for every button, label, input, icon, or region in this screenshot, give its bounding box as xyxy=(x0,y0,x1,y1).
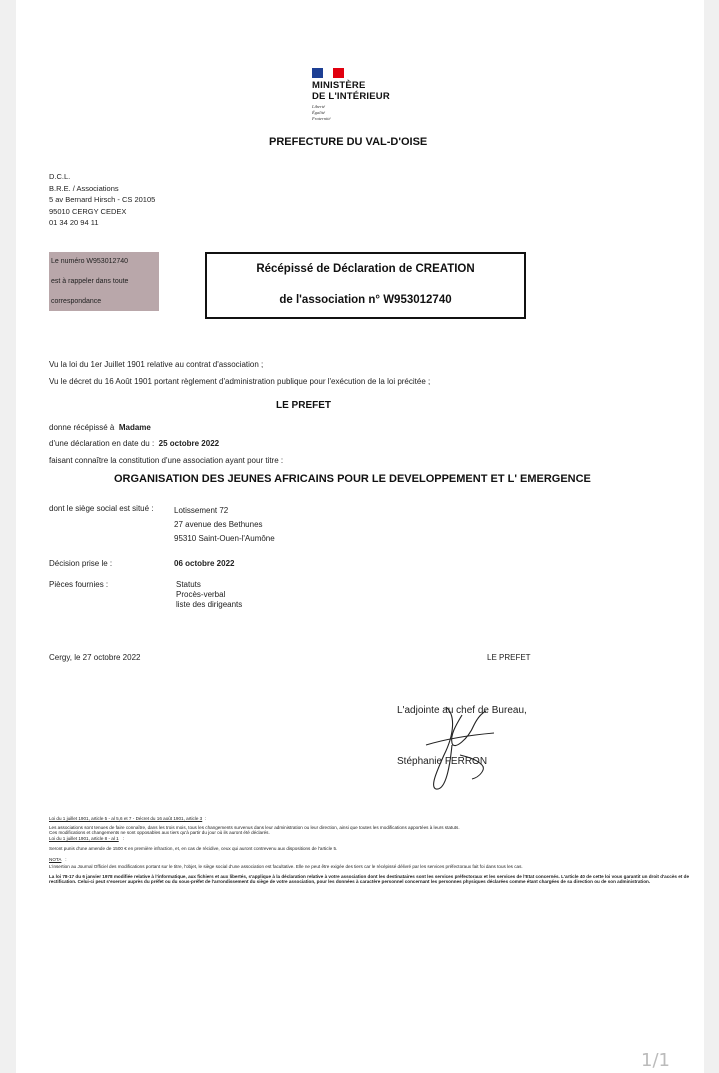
signature-le-prefet: LE PREFET xyxy=(487,653,531,662)
footer-ref2: Loi du 1 juillet 1901, article 8 - al 1 : xyxy=(49,835,124,841)
handwritten-signature xyxy=(416,695,506,795)
footer-text1b: Ces modifications et changements ne sont opposables aux tiers qu'à partir du jour où ils auront été déclarés. xyxy=(49,830,270,835)
receipt-box xyxy=(205,252,526,319)
signatory-role: L'adjointe au chef de Bureau, xyxy=(397,705,527,716)
le-prefet-heading: LE PREFET xyxy=(276,400,332,411)
reminder-block xyxy=(49,252,159,311)
donne-value: Madame xyxy=(118,423,151,432)
siege-line: 27 avenue des Bethunes xyxy=(174,520,263,529)
flag-blue-stripe xyxy=(312,68,323,78)
legal-ref-law: Vu la loi du 1er Juillet 1901 relative au contrat d'association ; xyxy=(49,360,264,369)
footer-ref1: Loi du 1 juillet 1901, article 5 - al 5,6 et 7 - Décret du 16 août 1901, article 3 : xyxy=(49,816,207,821)
french-flag-icon xyxy=(312,68,344,78)
address-line: 5 av Bernard Hirsch - CS 20105 xyxy=(49,195,156,204)
signatory-name: Stéphanie FERRON xyxy=(397,756,488,767)
page-indicator: 1/1 xyxy=(641,1050,670,1071)
association-title: ORGANISATION DES JEUNES AFRICAINS POUR LE DEVELOPPEMENT ET L' EMERGENCE xyxy=(114,473,591,485)
footer-nota: NOTA : xyxy=(49,856,67,862)
footer-cnil-text: La loi 78-17 du 6 janvier 1978 modifiée relative à l'informatique, aux fichiers et aux libertés, s'applique à la déclaration relative à votre association dont les destinataires sont les services préfectoraux et les services de l'Etat concernés. L'article 40 de cette loi vous garantit un droit d'accès et de rectification. Celui-ci peut s'exercer auprès du préfet ou du sous-préfet de l'arrondissement du siège de votre association, pour les données à caractère personnel concernant les personnes physiques déclarées comme étant chargées de sa direction ou de son administration. xyxy=(49,873,689,884)
piece-item: Statuts xyxy=(176,580,201,589)
ministry-line2: DE L'INTÉRIEUR xyxy=(312,91,390,102)
footer-text1: Les associations sont tenues de faire connaître, dans les trois mois, tous les changements survenus dans leur administration ou leur direction, ainsi que toutes les modifications apportées à leurs statuts. xyxy=(49,824,460,830)
place-date: Cergy, le 27 octobre 2022 xyxy=(49,653,141,662)
prefecture-title: PREFECTURE DU VAL-D'OISE xyxy=(269,136,428,148)
pieces-label: Pièces fournies : xyxy=(49,580,109,589)
footer-legal xyxy=(49,816,689,885)
motto-egalite: Égalité xyxy=(312,110,325,115)
address-line: 01 34 20 94 11 xyxy=(49,218,99,227)
declaration-date: 25 octobre 2022 xyxy=(158,439,220,448)
legal-ref-decree: Vu le décret du 16 Août 1901 portant règlement d'administration publique pour l'exécution de la loi précitée ; xyxy=(49,377,431,386)
flag-white-stripe xyxy=(323,68,333,78)
address-line: 95010 CERGY CEDEX xyxy=(49,206,127,216)
address-line: B.R.E. / Associations xyxy=(49,183,119,193)
declaration-label: d'une déclaration en date du : xyxy=(49,439,155,448)
receipt-title: Récépissé de Déclaration de CREATION xyxy=(256,263,475,275)
pieces-list xyxy=(176,580,242,610)
address-line: D.C.L. xyxy=(49,172,71,181)
address-block xyxy=(49,171,155,229)
decision-date: 06 octobre 2022 xyxy=(174,559,235,568)
faisant-text: faisant connaître la constitution d'une association ayant pour titre : xyxy=(49,456,284,465)
document-page xyxy=(16,0,704,1073)
ministry-line1: MINISTÈRE xyxy=(312,80,366,91)
donne-row xyxy=(49,423,151,432)
association-number: de l'association n° W953012740 xyxy=(279,294,452,306)
decision-label: Décision prise le : xyxy=(49,559,113,568)
declaration-row xyxy=(49,439,219,448)
motto-fraternite: Fraternité xyxy=(312,116,331,121)
piece-item: Procès-verbal xyxy=(176,590,226,599)
reminder-line: est à rappeler dans toute xyxy=(51,278,129,285)
motto-liberte: Liberté xyxy=(312,104,325,109)
donne-label: donne récépissé à xyxy=(49,423,115,432)
reminder-line: correspondance xyxy=(51,298,102,305)
siege-address xyxy=(174,504,275,546)
footer-text2: Seront punis d'une amende de 1500 € en première infraction, et, en cas de récidive, ceux qui auront contrevenu aux dispositions de l'article 5. xyxy=(49,846,338,851)
siege-line: 95310 Saint-Ouen-l'Aumône xyxy=(174,534,275,543)
flag-red-stripe xyxy=(333,68,344,78)
siege-line: Lotissement 72 xyxy=(174,506,229,515)
reminder-line: Le numéro W953012740 xyxy=(51,258,129,265)
footer-nota-text: L'insertion au Journal Officiel des modifications portant sur le titre, l'objet, le siège social d'une association est facultative. Elle ne peut être exigée des tiers car le récépissé délivré par les services préfectoraux fait foi dans tous les cas. xyxy=(49,864,523,869)
piece-item: liste des dirigeants xyxy=(176,600,243,609)
siege-label: dont le siège social est situé : xyxy=(49,504,154,513)
